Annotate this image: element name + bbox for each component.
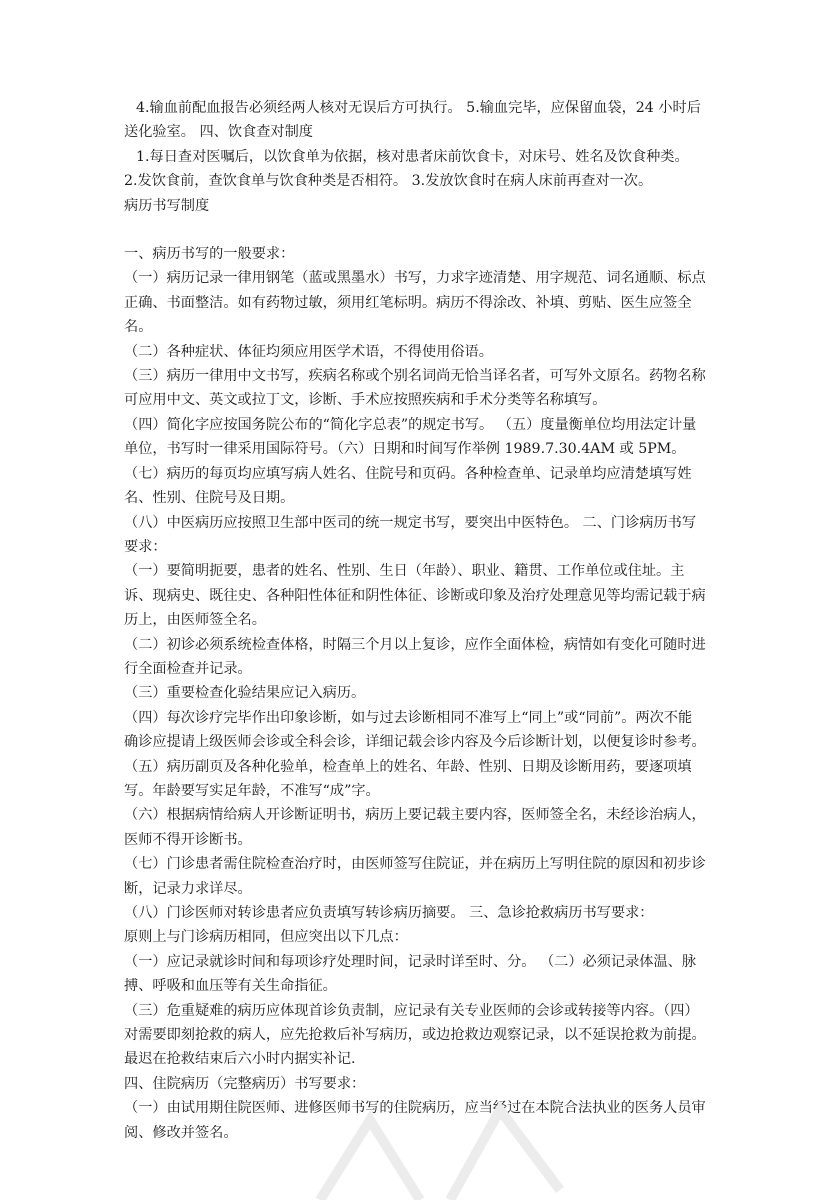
paragraph: （一）要简明扼要，患者的姓名、性别、生日（年龄）、职业、籍贯、工作单位或住址。主诉、现病史、既往史、各种阳性体征和阴性体征、诊断或印象及治疗处理意见等均需记载于病历上，由医师签全名。 [124, 563, 706, 629]
paragraph: 一、病历书写的一般要求： [124, 246, 295, 263]
blank-line [124, 218, 706, 242]
paragraph: （四）简化字应按国务院公布的“简化字总表”的规定书写。 （五）度量衡单位均用法定计量单位，书写时一律采用国际符号。（六）日期和时间写作举例 1989.7.30.4AM 或 5PM。 [124, 416, 697, 458]
paragraph: （八）门诊医师对转诊患者应负责填写转诊病历摘要。 三、急诊抢救病历书写要求： [124, 905, 654, 921]
paragraph: （一）病历记录一律用钢笔（蓝或黑墨水）书写，力求字迹清楚、用字规范、词名通顺、标点正确、书面整洁。如有药物过敏，须用红笔标明。病历不得涂改、补填、剪贴、医生应签全名。 [124, 270, 706, 336]
paragraph: （一）由试用期住院医师、进修医师书写的住院病历，应当经过在本院合法执业的医务人员审阅、修改并签名。 [124, 1100, 706, 1141]
paragraph: （四）每次诊疗完毕作出印象诊断，如与过去诊断相同不准写上“同上”或“同前”。两次不能确诊应提请上级医师会诊或全科会诊，详细记载会诊内容及今后诊断计划，以便复诊时参考。 [124, 709, 706, 751]
paragraph: （七）门诊患者需住院检查治疗时，由医师签写住院证，并在病历上写明住院的原因和初步诊断，记录力求详尽。 [124, 856, 706, 897]
paragraph: 4.输血前配血报告必须经两人核对无误后方可执行。 5.输血完毕，应保留血袋，24 小时后送化验室。 四、饮食查对制度 [124, 100, 701, 141]
paragraph: （六）根据病情给病人开诊断证明书，病历上要记载主要内容，医师签全名，未经诊治病人，医师不得开诊断书。 [124, 807, 706, 848]
paragraph: 原则上与门诊病历相同，但应突出以下几点： [124, 929, 408, 946]
paragraph: （八）中医病历应按照卫生部中医司的统一规定书写，要突出中医特色。 二、门诊病历书写要求： [124, 514, 697, 555]
document-body [124, 96, 706, 1145]
paragraph: （七）病历的每页均应填写病人姓名、住院号和页码。各种检查单、记录单均应清楚填写姓名、性别、住院号及日期。 [124, 465, 692, 507]
paragraph: （二）初诊必须系统检查体格，时隔三个月以上复诊，应作全面体检，病情如有变化可随时进行全面检查并记录。 [124, 636, 706, 677]
paragraph: （五）病历副页及各种化验单，检查单上的姓名、年龄、性别、日期及诊断用药，要逐项填写。年龄要写实足年龄，不准写“成”字。 [124, 758, 692, 799]
paragraph: 四、住院病历（完整病历）书写要求： [124, 1075, 366, 1092]
paragraph: （三）危重疑难的病历应体现首诊负责制，应记录有关专业医师的会诊或转接等内容。（四）对需要即刻抢救的病人，应先抢救后补写病历，或边抢救边观察记录，以不延误抢救为前提。最迟在抢救结束后六小时内据实补记. [124, 1002, 706, 1068]
paragraph: （三）病历一律用中文书写，疾病名称或个别名词尚无恰当译名者，可写外文原名。药物名称可应用中文、英文或拉丁文，诊断、手术应按照疾病和手术分类等名称填写。 [124, 368, 706, 409]
paragraph: （二）各种症状、体征均须应用医学术语，不得使用俗语。 [124, 343, 493, 360]
paragraph: 1.每日查对医嘱后，以饮食单为依据，核对患者床前饮食卡，对床号、姓名及饮食种类。 2.发饮食前，查饮食单与饮食种类是否相符。 3.发放饮食时在病人床前再查对一次。 [124, 148, 689, 190]
paragraph: （三）重要检查化验结果应记入病历。 [124, 685, 366, 702]
paragraph: （一）应记录就诊时间和每项诊疗处理时间，记录时详至时、分。 （二）必须记录体温、脉搏、呼吸和血压等有关生命指征。 [124, 953, 697, 995]
paragraph: 病历书写制度 [124, 197, 210, 214]
